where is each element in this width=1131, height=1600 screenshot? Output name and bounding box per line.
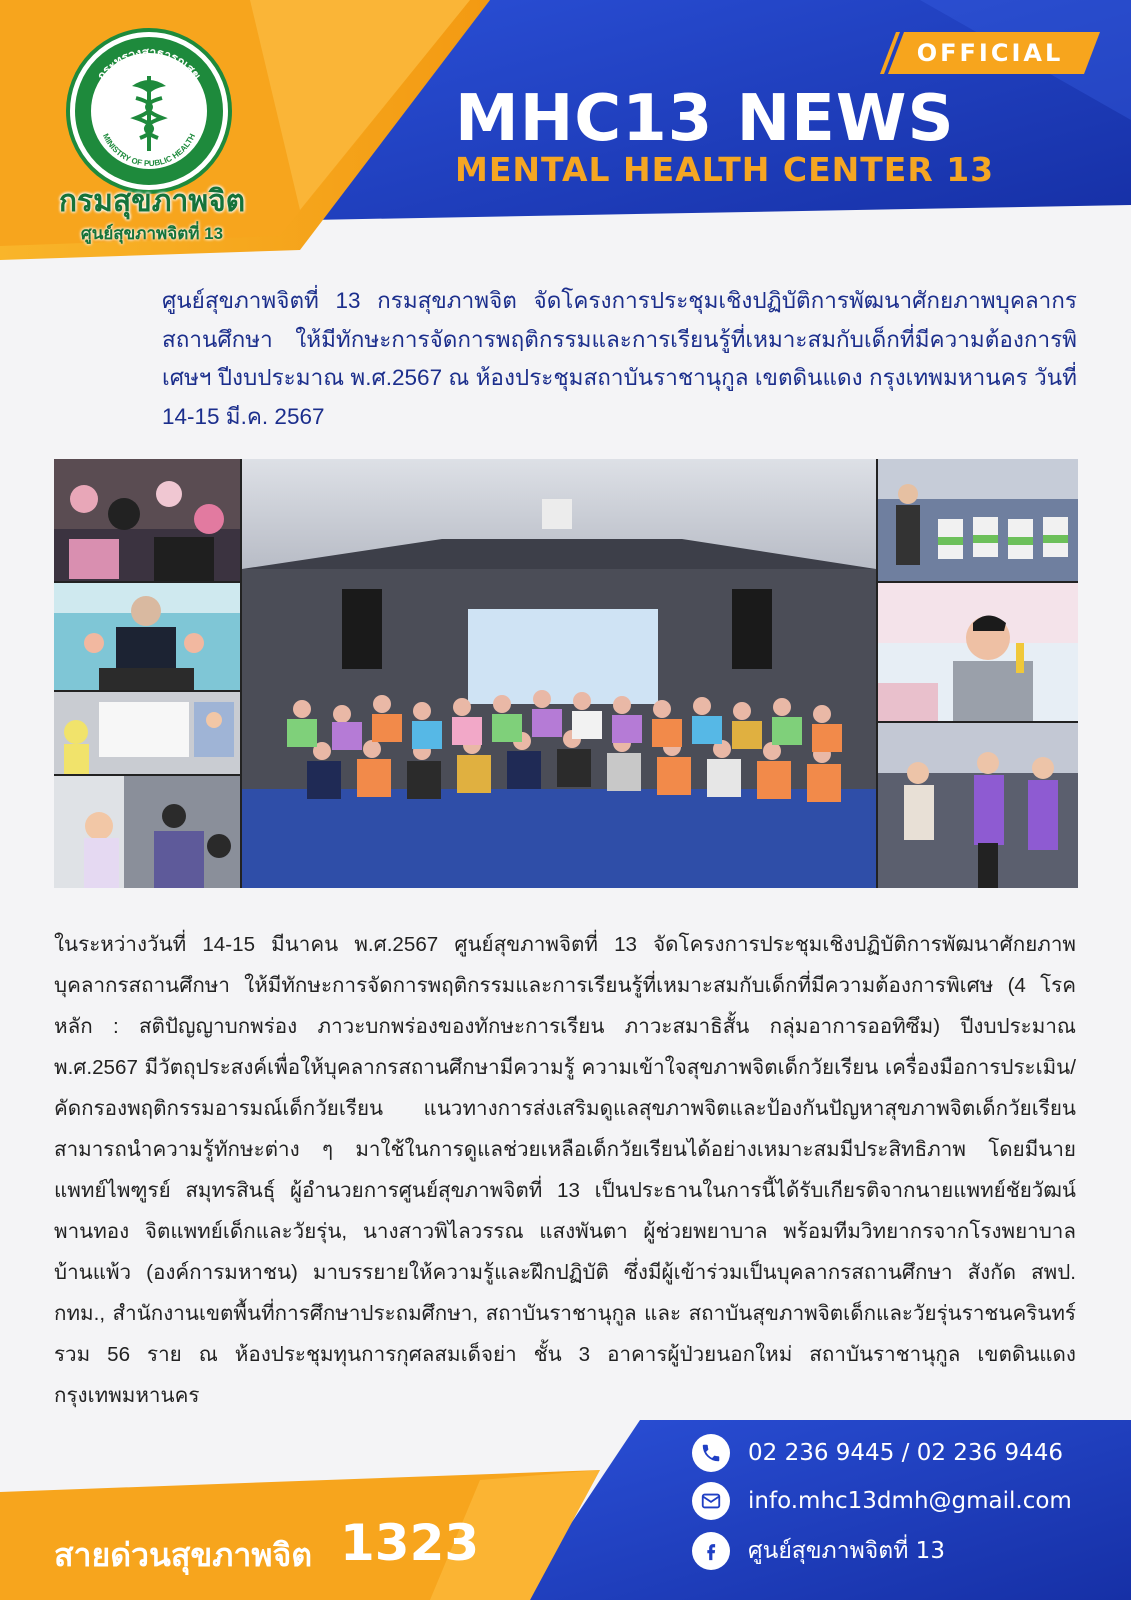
mail-icon [692,1482,730,1520]
photo-participants-activity [878,723,1078,888]
news-headline: ศูนย์สุขภาพจิตที่ 13 กรมสุขภาพจิต จัดโครงการประชุมเชิงปฏิบัติการพัฒนาศักยภาพบุคลากรสถานศึกษา ให้มีทักษะการจัดการพฤติกรรมและการเรียนรู้ที่เหมาะสมกับเด็กที่มีความต้องการพิเศษฯ ปีงบประมาณ พ.ศ.2567 ณ ห้องประชุมสถาบันราชานุกูล เขตดินแดง กรุงเทพมหานคร วันที่ 14-15 มี.ค. 2567 [162,288,1077,429]
photo-audience-seated [878,459,1078,581]
hotline-label: สายด่วนสุขภาพจิต [54,1537,312,1573]
email-text: info.mhc13dmh@gmail.com [748,1488,1072,1514]
svg-text:กระทรวงสาธารณสุข: กระทรวงสาธารณสุข [94,44,204,83]
svg-text:MINISTRY OF PUBLIC HEALTH: MINISTRY OF PUBLIC HEALTH [100,132,198,169]
facebook-text: ศูนย์สุขภาพจิตที่ 13 [748,1538,945,1564]
official-badge [880,32,1100,74]
header-banner [0,0,1131,260]
photo-collage [54,459,1078,888]
newsletter-subtitle: MENTAL HEALTH CENTER 13 [455,150,995,189]
newsletter-title: MHC13 NEWS [455,82,955,156]
photo-group-portrait [242,459,876,888]
photo-lecturer-microphone [878,583,1078,721]
photo-speaker-podium [54,583,240,690]
contact-email[interactable] [692,1482,1072,1520]
news-body: ในระหว่างวันที่ 14-15 มีนาคน พ.ศ.2567 ศูนย์สุขภาพจิตที่ 13 จัดโครงการประชุมเชิงปฏิบัติการพัฒนาศักยภาพบุคลากรสถานศึกษา ให้มีทักษะการจัดการพฤติกรรมและการเรียนรู้ที่เหมาะสมกับเด็กที่มีความต้องการพิเศษ (4 โรคหลัก : สติปัญญาบกพร่อง ภาวะบกพร่องของทักษะการเรียน ภาวะสมาธิสั้น กลุ่มอาการออทิซึม) ปีงบประมาณ พ.ศ.2567 มีวัตถุประสงค์เพื่อให้บุคลากรสถานศึกษามีความรู้ ความเข้าใจสุขภาพจิตเด็กวัยเรียน เครื่องมือการประเมิน/คัดกรองพฤติกรรมอารมณ์เด็กวัยเรียน แนวทางการส่งเสริมดูแลสุขภาพจิตและป้องกันปัญหาสุขภาพจิตเด็กวัยเรียน สามารถนำความรู้ทักษะต่าง ๆ มาใช้ในการดูแลช่วยเหลือเด็กวัยเรียนได้อย่างเหมาะสมมีประสิทธิภาพ โดยมีนายแพทย์ไพฑูรย์ สมุทรสินธุ์ ผู้อำนวยการศูนย์สุขภาพจิตที่ 13 เป็นประธานในการนี้ได้รับเกียรติจากนายแพทย์ชัยวัฒน์ พานทอง จิตแพทย์เด็กและวัยรุ่น, นางสาวพิไลวรรณ แสงพันตา ผู้ช่วยพยาบาล พร้อมทีมวิทยากรจากโรงพยาบาลบ้านแพ้ว (องค์การมหาชน) มาบรรยายให้ความรู้และฝึกปฏิบัติ ซึ่งมีผู้เข้าร่วมเป็นบุคลากรสถานศึกษา สังกัด สพป. กทม., สำนักงานเขตพื้นที่การศึกษาประถมศึกษา, สถาบันราชานุกูล และ สถาบันสุขภาพจิตเด็กและวัยรุ่นราชนครินทร์ รวม 56 ราย ณ ห้องประชุมทุนการกุศลสมเด็จย่า ชั้น 3 อาคารผู้ป่วยนอกใหม่ สถาบันราชานุกูล เขตดินแดง กรุงเทพมหานคร [54,933,1076,1407]
facebook-icon [692,1532,730,1570]
center-name: ศูนย์สุขภาพจิตที่ 13 [80,224,224,243]
photo-whiteboard-session [54,692,240,774]
hotline-number[interactable]: 1323 [340,1514,480,1572]
photo-group-activity [54,459,240,581]
phone-icon [692,1434,730,1472]
caduceus-emblem-icon [74,36,224,186]
official-badge-text: OFFICIAL [916,39,1064,67]
contact-phone[interactable] [692,1434,1063,1472]
footer-banner [0,1420,1131,1600]
department-name: กรมสุขภาพจิต [58,185,246,218]
photo-workshop-table [54,776,240,888]
phone-text: 02 236 9445 / 02 236 9446 [748,1440,1064,1466]
ministry-logo [66,28,232,194]
contact-facebook[interactable] [692,1532,945,1570]
